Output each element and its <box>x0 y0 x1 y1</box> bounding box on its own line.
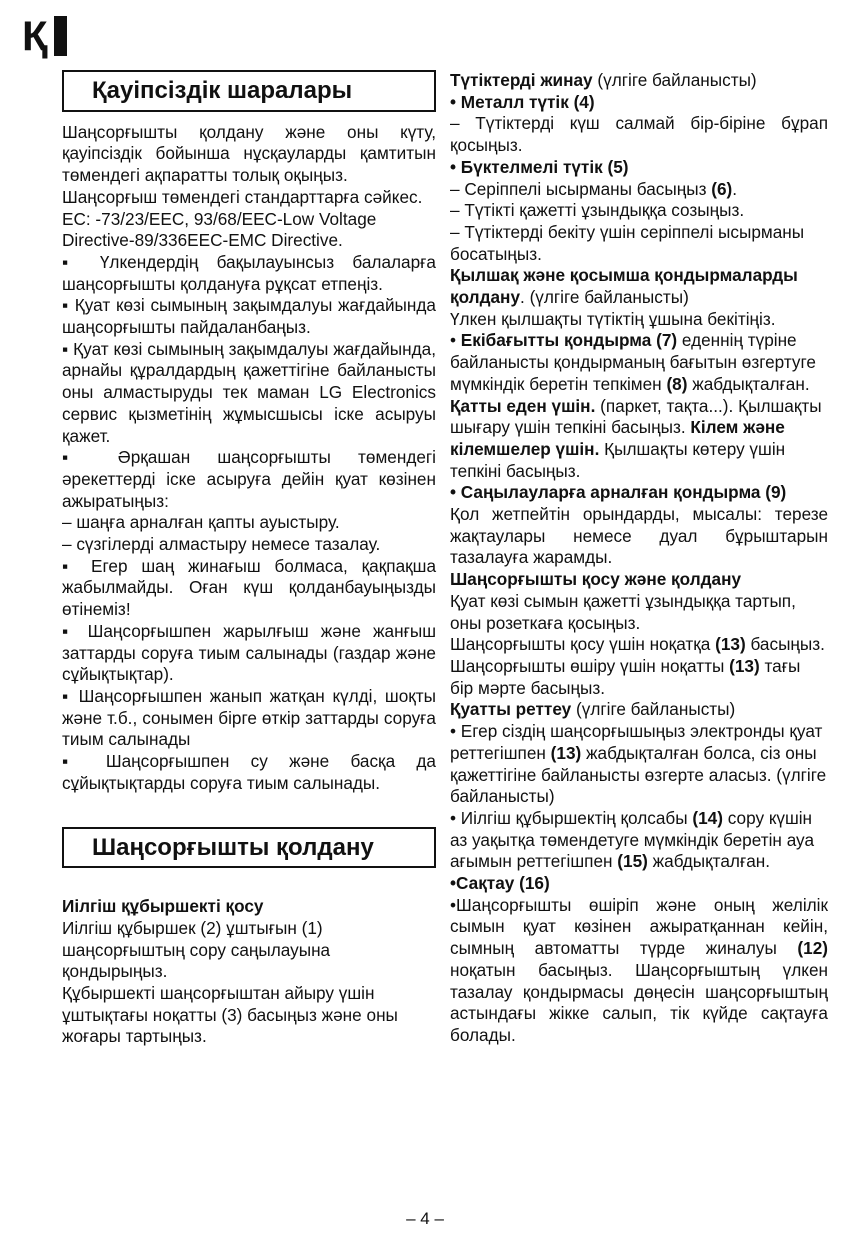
text: еденнің түріне байланысты қондырманың бағытын өзгертуге мүмкіндік беретін тепкімен <box>450 330 816 394</box>
page-language-marker <box>22 12 67 60</box>
bold-text: (12) <box>797 938 828 959</box>
paragraph <box>450 634 828 699</box>
paragraph <box>450 265 828 308</box>
text: тағы бір мәрте басыңыз. <box>450 655 801 698</box>
paragraph <box>450 396 828 483</box>
bold-text: Кілем және кілемшелер үшін. <box>450 417 785 459</box>
subheading-tubes <box>450 70 828 92</box>
paragraph: Құбыршекті шаңсорғыштан айыру үшін ұштықтағы ноқатты (3) басыңыз және оны жоғары тартыңыз. <box>62 983 398 1047</box>
bullet-item: • Бүктелмелі түтік (5) <box>450 156 629 177</box>
text: • Иілгіш құбыршектің қолсабы <box>450 807 693 828</box>
paragraph: Шаңсорғышты қолдану және оны күту, қауіпсіздік бойынша нұсқауларды қамтитын төмендегі ақпаратты толық оқыңыз. <box>62 121 436 186</box>
bullet-item: ▪ Әрқашан шаңсорғышты төмендегі әрекеттерді іске асыруға дейін қуат көзінен ажыратыңыз: <box>62 447 436 511</box>
bullet-item <box>450 721 828 808</box>
heading-safety: Қауіпсіздік шаралары <box>62 70 436 112</box>
bold-text: (6) <box>711 178 733 199</box>
right-column <box>450 70 828 1047</box>
bullet-item: • Металл түтік (4) <box>450 91 595 112</box>
dash-item <box>450 179 828 201</box>
bullet-item: ▪ Үлкендердің бақылауынсыз балаларға шаңсорғышты қолдануға рұқсат етпеңіз. <box>62 251 436 294</box>
subheading-power-on: Шаңсорғышты қосу және қолдану <box>450 569 742 590</box>
text: Қылшақты көтеру үшін тепкіні басыңыз. <box>450 438 786 481</box>
bullet-item <box>450 808 828 873</box>
text: (паркет, тақта...). Қылшақты шығару үшін тепкіні басыңыз. <box>450 395 822 438</box>
bold-text: (13) <box>729 655 760 676</box>
text: •Шаңсорғышты өшіріп және оның желілік сымын қуат көзінен ажыратқаннан кейін, сымның автоматты түрде жиналуы <box>450 894 828 959</box>
bold-text: (15) <box>617 851 648 872</box>
text: . (үлгіге байланысты) <box>520 287 689 308</box>
dash-item: – Түтіктерді күш салмай бір-біріне бұрап қосыңыз. <box>450 113 828 156</box>
bold-text: (13) <box>550 742 582 763</box>
bold-text: Қуатты реттеу <box>450 699 572 720</box>
text: Шаңсорғышты қосу үшін ноқатқа <box>450 634 716 655</box>
subheading-power-control <box>450 699 828 721</box>
text: жабдықталған. <box>687 373 810 394</box>
bullet-item: ▪ Қуат көзі сымының зақымдалуы жағдайында шаңсорғышты пайдаланбаңыз. <box>62 295 436 338</box>
subheading-storage: •Сақтау (16) <box>450 873 550 894</box>
dash-item: – Түтіктерді бекіту үшін серіппелі ысырманы босатыңыз. <box>450 221 805 264</box>
bold-text: Қылшақ және қосымша қондырмаларды қолдану <box>450 265 798 308</box>
dash-item: – сүзгілерді алмастыру немесе тазалау. <box>62 534 381 555</box>
bullet-item: ▪ Шаңсорғышпен су және басқа да сұйықтықтарды соруға тиым салынады. <box>62 751 436 793</box>
spacer <box>62 795 436 827</box>
paragraph: Қол жетпейтін орындарды, мысалы: терезе жақтаулары немесе дуал бұрыштарын тазалауға жарамды. <box>450 504 828 568</box>
text: . <box>732 178 738 199</box>
dash-item: – Түтікті қажетті ұзындыққа созыңыз. <box>450 200 745 221</box>
text: • Егер сіздің шаңсорғышыңыз электронды қуат реттегішпен <box>450 721 823 763</box>
bold-text: Екібағытты қондырма (7) <box>460 330 678 351</box>
bullet-item: ▪ Шаңсорғышпен жанып жатқан күлді, шоқты және т.б., сонымен бірге өткір заттарды соруға тиым салынады <box>62 685 436 750</box>
heading-usage: Шаңсорғышты қолдану <box>62 827 436 869</box>
paragraph: Үлкен қылшақты түтіктің ұшына бекітіңіз. <box>450 308 776 329</box>
paragraph: Иілгіш құбыршек (2) ұштығын (1) шаңсорғыштың сору саңылауына қондырыңыз. <box>62 917 331 982</box>
text: жабдықталған болса, сіз оны қажеттігіне байланысты өзгерте аласыз. (үлгіге байланысты) <box>450 742 827 807</box>
bullet-item: ▪ Егер шаң жинағыш болмаса, қақпақша жабылмайды. Оған күш қолданбауыңызды өтінеміз! <box>62 555 436 620</box>
text: • <box>450 330 461 351</box>
paragraph: Қуат көзі сымын қажетті ұзындыққа тартып, оны розеткаға қосыңыз. <box>450 590 796 633</box>
bold-text: (14) <box>692 807 723 828</box>
bold-text: (8) <box>666 373 688 394</box>
subheading-hose: Иілгіш құбыршекті қосу <box>62 896 264 917</box>
marker-bar <box>54 16 67 56</box>
bold-text: Қатты еден үшін. <box>450 395 596 416</box>
left-column <box>62 70 436 1048</box>
paragraph <box>450 895 828 1047</box>
bullet-item <box>450 330 828 395</box>
text: (үлгіге байланысты) <box>571 699 736 720</box>
spacer <box>62 878 436 896</box>
bold-text: (13) <box>715 634 746 655</box>
text: ноқатын басыңыз. Шаңсорғыштың үлкен тазалау қондырмасы дөңесін шаңсорғыштың астындағы жікке салып, тік күйде сақтауға болады. <box>450 959 828 1045</box>
paragraph: EC: -73/23/EEC, 93/68/EEC-Low Voltage Directive-89/336EEC-EMC Directive. <box>62 208 377 251</box>
page-number: – 4 – <box>406 1209 444 1228</box>
bullet-item: • Саңылауларға арналған қондырма (9) <box>450 482 787 503</box>
bold-text: Түтіктерді жинау <box>450 70 593 90</box>
bullet-item: ▪ Қуат көзі сымының зақымдалуы жағдайында, арнайы құралдардың қажеттігіне байланысты оны алмастыруды тек маман LG Electronics сервис қызметінің жұмысшысы іске асыруы қажет. <box>62 338 436 446</box>
page-letter: Қ <box>22 12 48 59</box>
text: басыңыз. Шаңсорғышты өшіру үшін ноқатты <box>450 634 825 676</box>
paragraph: Шаңсорғыш төмендегі стандарттарға сәйкес. <box>62 186 423 207</box>
text: (үлгіге байланысты) <box>592 70 757 90</box>
dash-item: – шаңға арналған қапты ауыстыру. <box>62 512 340 533</box>
bullet-item: ▪ Шаңсорғышпен жарылғыш және жанғыш заттарды соруға тиым салынады (газдар және сұйықтықтар). <box>62 620 436 685</box>
text: сору күшін аз уақытқа төмендетуге мүмкіндік беретін ауа ағымын реттегішпен <box>450 807 815 872</box>
text: жабдықталған. <box>647 851 771 872</box>
text: – Серіппелі ысырманы басыңыз <box>450 178 712 199</box>
